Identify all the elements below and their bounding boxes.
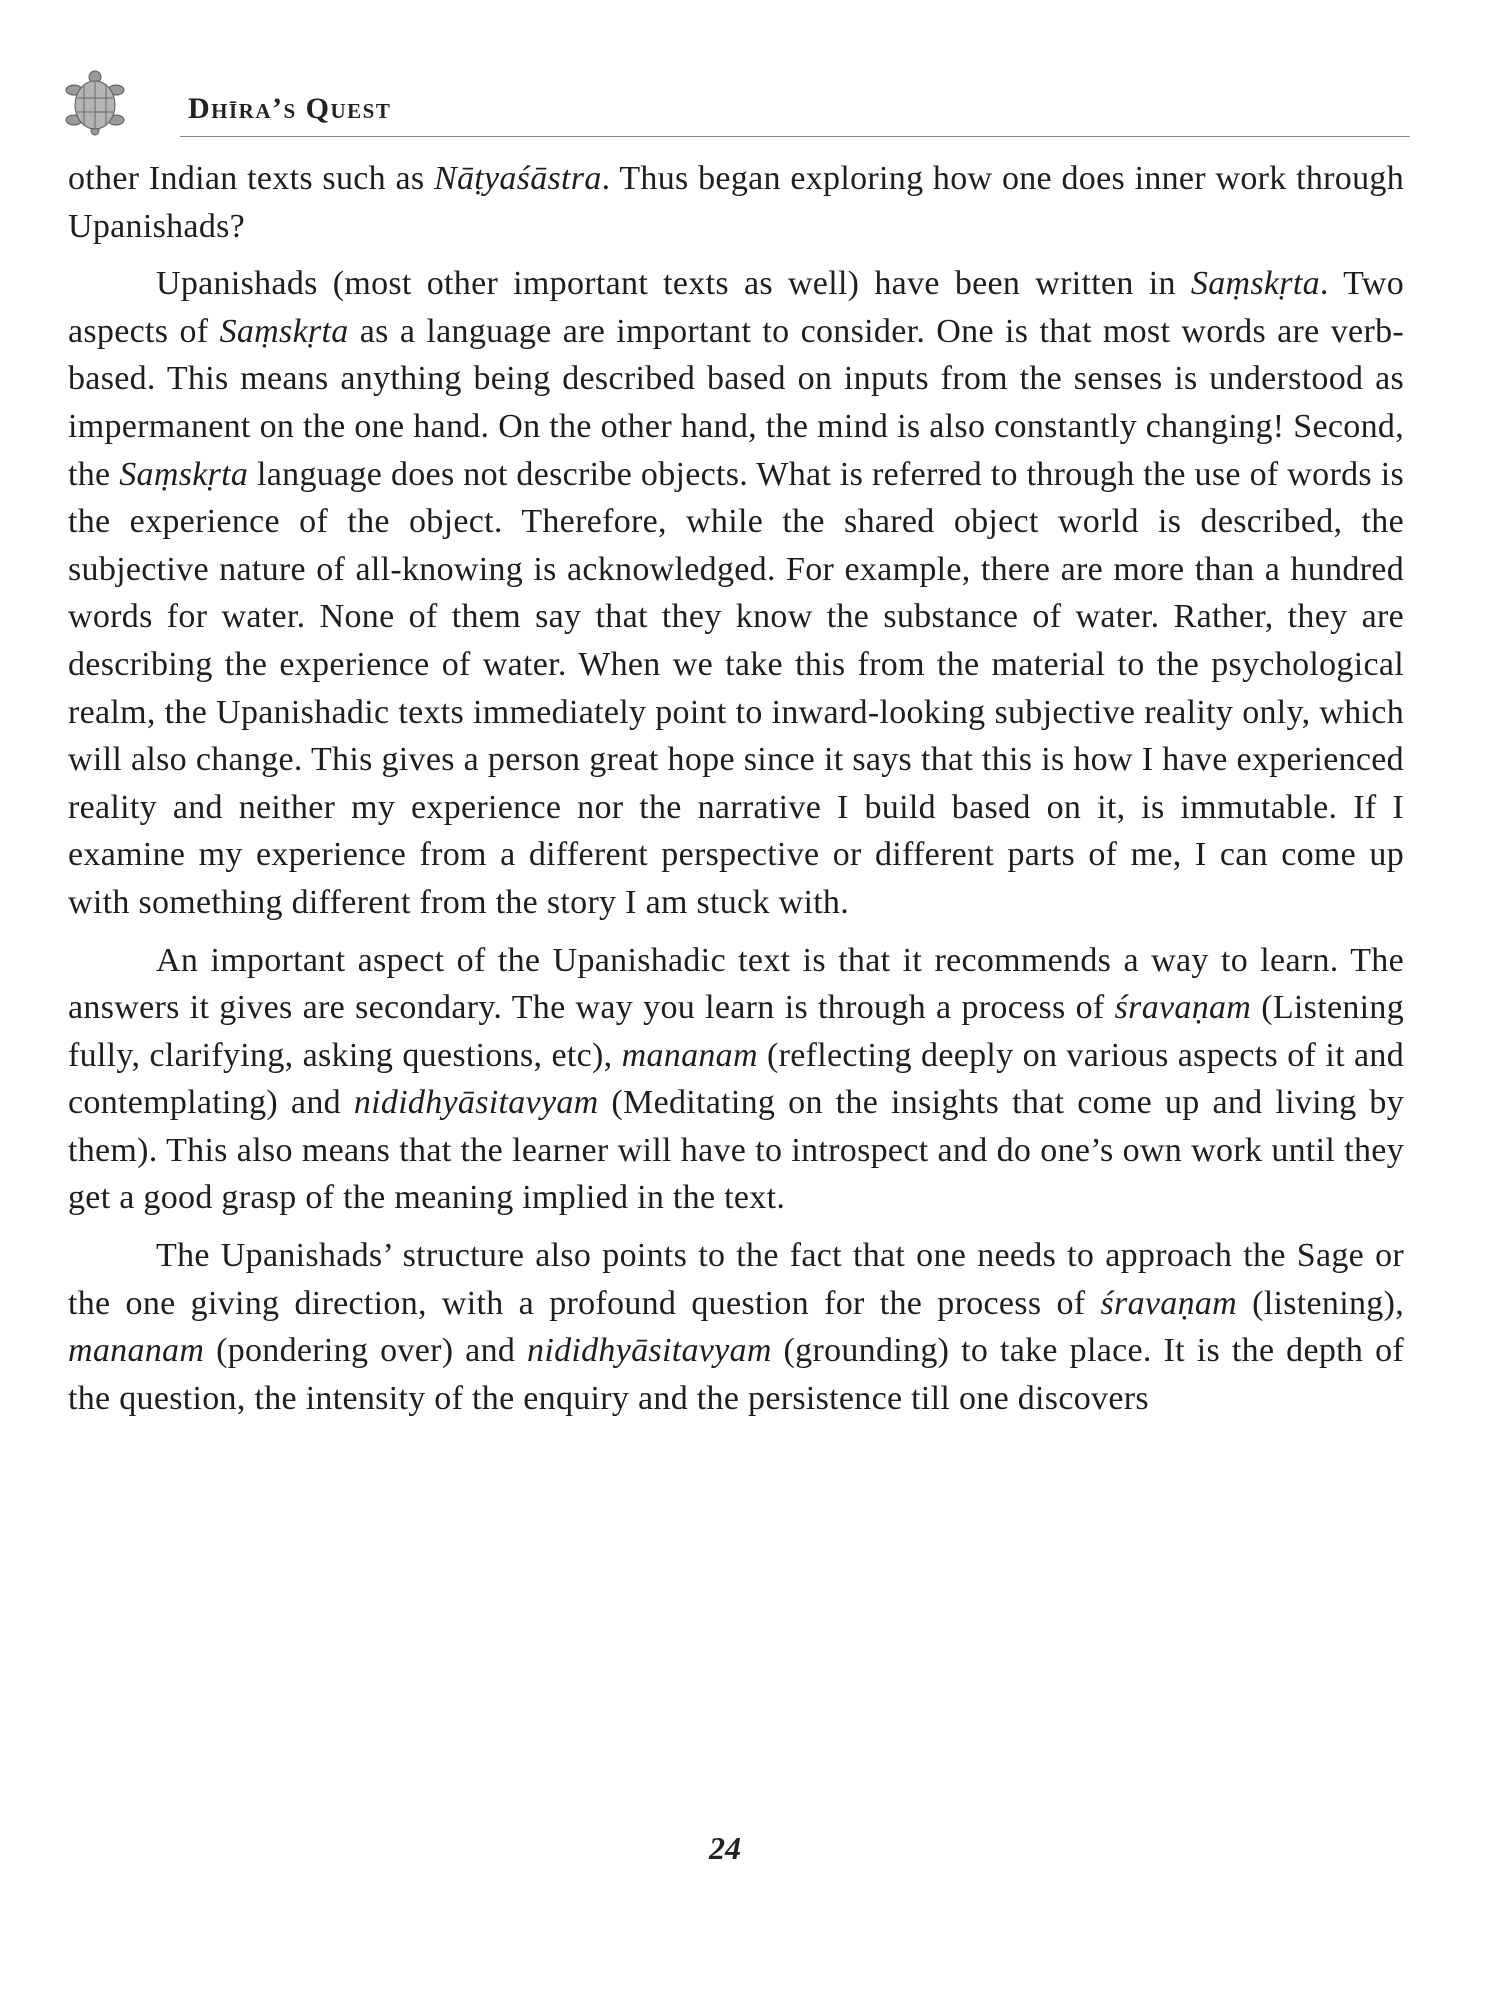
text-segment: other Indian texts such as	[68, 160, 434, 197]
text-segment: Upanishads (most other important texts as well) have been written in	[156, 265, 1191, 303]
italic-term: Saṃskṛta	[119, 455, 249, 493]
page-number: 24	[709, 1830, 741, 1866]
italic-term: Saṃskṛta	[1190, 265, 1320, 303]
italic-term: Nāṭyaśāstra	[433, 160, 602, 197]
tortoise-icon	[60, 70, 130, 136]
body-text	[68, 155, 1404, 1432]
text-segment: (grounding) to take place. It is the depth of the question, the intensity of the enquiry and the persistence till one discovers	[68, 1332, 1404, 1417]
text-segment: An important aspect of the Upanishadic text is that it recommends a way to learn. The answers it gives are secondary. The way you learn is through a process of	[68, 941, 1404, 1027]
italic-term: śravaṇam	[1114, 989, 1252, 1027]
text-segment: (Listening fully, clarifying, asking questions, etc),	[68, 989, 1404, 1074]
paragraph	[68, 1232, 1404, 1422]
text-segment: . Thus began exploring how one does inner work through Upanishads?	[68, 160, 1404, 245]
italic-term: śravaṇam	[1100, 1284, 1238, 1322]
italic-term: mananam	[621, 1036, 758, 1074]
running-title: Dhīra’s Quest	[188, 92, 392, 125]
running-header	[60, 62, 1410, 140]
paragraph	[68, 155, 1404, 250]
header-rule	[180, 136, 1410, 137]
text-segment: The Upanishads’ structure also points to the fact that one needs to approach the Sage or the one giving direction, with a profound question for the process of	[68, 1237, 1404, 1322]
text-segment: language does not describe objects. What is referred to through the use of words is the experience of the object. Therefore, while the shared object world is described, the subjective nature of all-knowing is acknowledged. For example, there are more than a hundred words for water. None of them say that they know the substance of water. Rather, they are describing the experience of water. When we take this from the material to the psychological realm, the Upanishadic texts immediately point to inward-looking subjective reality only, which will also change. This gives a person great hope since it says that this is how I have experienced reality and neither my experience nor the narrative I build based on it, is immutable. If I examine my experience from a different perspective or different parts of me, I can come up with something different from the story I am stuck with.	[68, 455, 1404, 921]
italic-term: Saṃskṛta	[219, 312, 349, 350]
text-segment: (listening),	[1237, 1284, 1404, 1322]
italic-term: mananam	[68, 1332, 205, 1370]
text-segment: (Meditating on the insights that come up and living by them). This also means that the learner will have to introspect and do one’s own work until they get a good grasp of the meaning implied in the text.	[68, 1084, 1404, 1217]
paragraph	[68, 260, 1404, 926]
text-segment: as a language are important to consider. One is that most words are verb-based. This means anything being described based on inputs from the senses is understood as impermanent on the one hand. On the other hand, the mind is also constantly changing! Second, the	[68, 312, 1404, 493]
paragraph	[68, 937, 1404, 1223]
text-segment: (reflecting deeply on various aspects of it and contemplating) and	[68, 1036, 1404, 1122]
text-segment: (pondering over) and	[204, 1332, 528, 1370]
text-segment: . Two aspects of	[68, 265, 1405, 350]
italic-term: nididhyāsitavyam	[353, 1084, 599, 1122]
italic-term: nididhyāsitavyam	[527, 1332, 772, 1370]
